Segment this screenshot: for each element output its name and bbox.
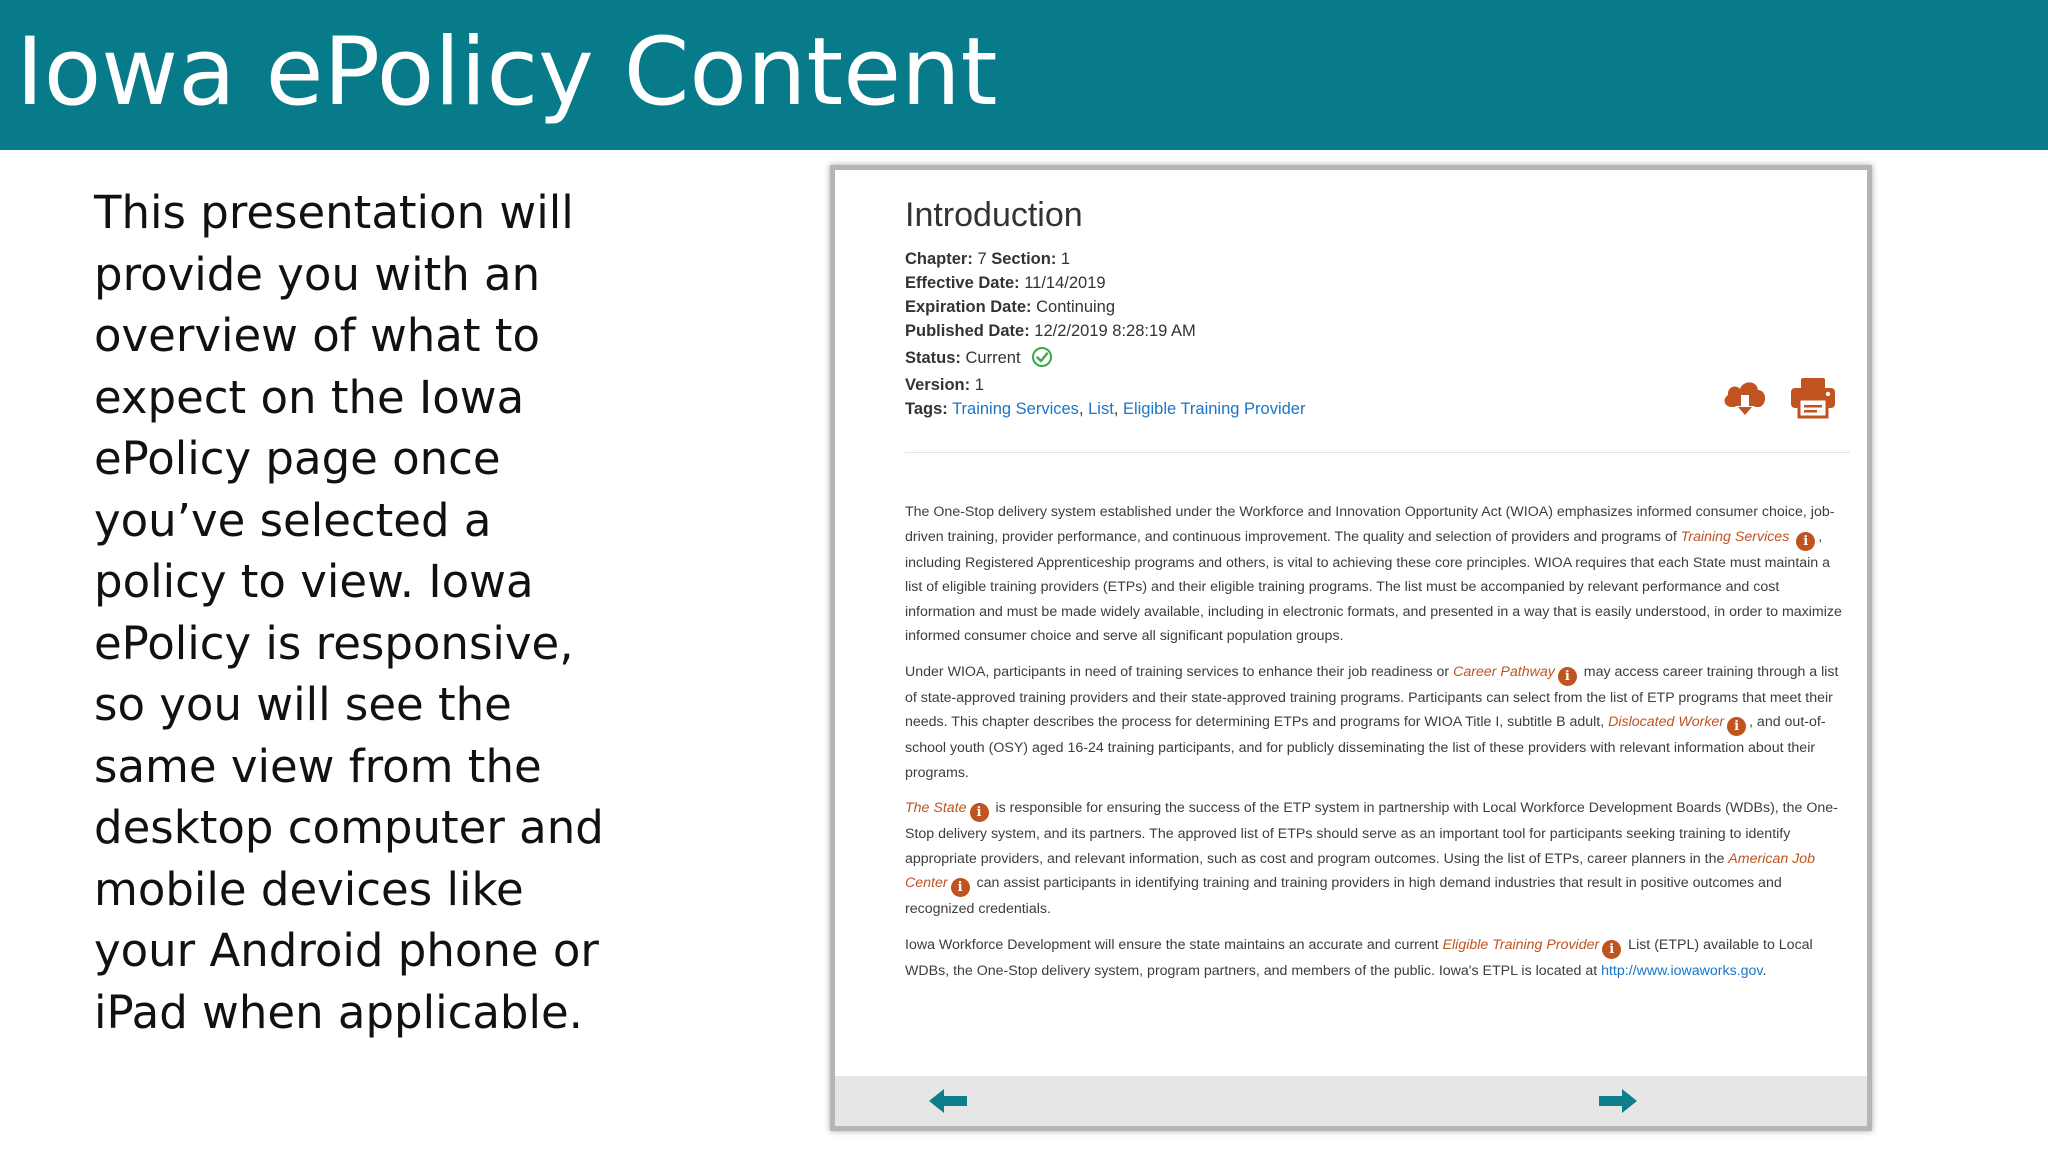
status-value: Current (965, 349, 1021, 367)
intro-paragraph: This presentation will provide you with an overview of what to expect on the Iowa ePolicy page once you’ve selected a policy to view. Iowa ePolicy is responsive, so you will see the same view from the desktop computer and mobile devices like your Android phone or iPad when applicable. (94, 186, 604, 1039)
document-heading: Introduction (905, 196, 1083, 234)
tag-separator: , (1113, 400, 1123, 418)
section-value: 1 (1060, 250, 1071, 268)
info-icon[interactable]: i (1602, 940, 1621, 959)
info-icon[interactable]: i (1727, 717, 1746, 736)
body-text: , including Registered Apprenticeship programs and others, is vital to achieving these core principles. WIOA requires that each State must maintain a list of eligible training providers (ETPs) and their eligible training programs. The list must be accompanied by relevant performance and cost information and must be made widely available, including in electronic formats, and presented in a way that is easily understood, in order to maximize informed consumer choice and serve all significant population groups. (905, 528, 1842, 644)
body-text: may access career training through a list of state-approved training providers and their state-approved training programs. Participants can select from the list of ETP programs that meet their needs. This chapter describes the process for determining ETPs and programs for WIOA Title I, subtitle B adult, (905, 663, 1839, 730)
arrow-left-icon[interactable] (927, 1086, 969, 1121)
published-date-value: 12/2/2019 8:28:19 AM (1034, 322, 1196, 340)
info-icon[interactable]: i (970, 803, 989, 822)
chapter-value: 7 (977, 250, 987, 268)
chapter-section-row (905, 248, 1070, 270)
tags-row (905, 398, 1305, 420)
expiration-date-row (905, 296, 1115, 318)
body-paragraph (905, 660, 1850, 786)
body-text: , and out-of-school youth (OSY) aged 16-24 training participants, and for publicly disseminating the list of these providers with relevant information about their programs. (905, 714, 1826, 781)
cloud-download-icon[interactable] (1720, 375, 1770, 426)
glossary-term[interactable]: Eligible Training Provider (1442, 936, 1600, 953)
version-row (905, 374, 984, 396)
pager-bar (835, 1076, 1867, 1126)
tag-link[interactable]: Eligible Training Provider (1122, 400, 1306, 418)
effective-date-value: 11/14/2019 (1024, 274, 1106, 292)
version-value: 1 (974, 376, 984, 394)
body-text: . (1762, 962, 1767, 979)
expiration-date-value: Continuing (1036, 298, 1116, 316)
info-icon[interactable]: i (951, 878, 970, 897)
printer-icon[interactable] (1788, 375, 1838, 426)
body-text: List (ETPL) available to Local WDBs, the One-Stop delivery system, program partners, and members of the public. Iowa's ETPL is located at (905, 936, 1813, 979)
info-icon[interactable]: i (1796, 532, 1815, 551)
published-date-label: Published Date: (905, 322, 1030, 340)
chapter-label: Chapter: (905, 250, 973, 268)
arrow-right-icon[interactable] (1597, 1086, 1639, 1121)
tags-label: Tags: (905, 400, 948, 418)
glossary-term[interactable]: Career Pathway (1453, 663, 1555, 680)
body-paragraph (905, 500, 1850, 649)
effective-date-label: Effective Date: (905, 274, 1020, 292)
check-circle-icon (1031, 346, 1053, 374)
status-row (905, 346, 1053, 374)
document-screenshot (830, 165, 1872, 1131)
body-text: can assist participants in identifying training and training providers in high demand industries that result in positive outcomes and recognized credentials. (905, 875, 1782, 917)
body-text: The One-Stop delivery system established under the Workforce and Innovation Opportunity Act (WIOA) emphasizes informed consumer choice, job-driven training, provider performance, and continuous improvement. The quality and selection of providers and programs of (905, 504, 1835, 545)
body-text: Under WIOA, participants in need of training services to enhance their job readiness or (905, 663, 1454, 680)
info-icon[interactable]: i (1558, 667, 1577, 686)
slide-title: Iowa ePolicy Content (16, 18, 998, 127)
body-text: is responsible for ensuring the success of the ETP system in partnership with Local Workforce Development Boards (WDBs), the One-Stop delivery system, and its partners. The approved list of ETPs should serve as an important tool for participants seeking training to identify appropriate providers, and relevant information, such as cost and program outcomes. Using the list of ETPs, career planners in the (905, 800, 1838, 867)
expiration-date-label: Expiration Date: (905, 298, 1032, 316)
glossary-term[interactable]: American Job Center (905, 850, 1816, 891)
effective-date-row (905, 272, 1106, 294)
title-bar (0, 0, 2048, 150)
section-label: Section: (991, 250, 1057, 268)
body-paragraph (905, 796, 1850, 922)
document-body (905, 500, 1850, 994)
glossary-term[interactable]: Dislocated Worker (1608, 714, 1725, 730)
status-label: Status: (905, 349, 961, 367)
body-paragraph (905, 933, 1850, 984)
glossary-term[interactable]: Training Services (1680, 528, 1790, 545)
iowaworks-link[interactable]: http://www.iowaworks.gov (1601, 962, 1763, 979)
tag-link[interactable]: Training Services (952, 400, 1079, 418)
section-divider (905, 452, 1850, 453)
body-text: Iowa Workforce Development will ensure the state maintains an accurate and current (905, 936, 1443, 953)
version-label: Version: (905, 376, 971, 394)
tag-link[interactable]: List (1088, 400, 1114, 418)
glossary-term[interactable]: The State (905, 800, 967, 816)
published-date-row (905, 320, 1196, 342)
tag-separator: , (1078, 400, 1089, 418)
